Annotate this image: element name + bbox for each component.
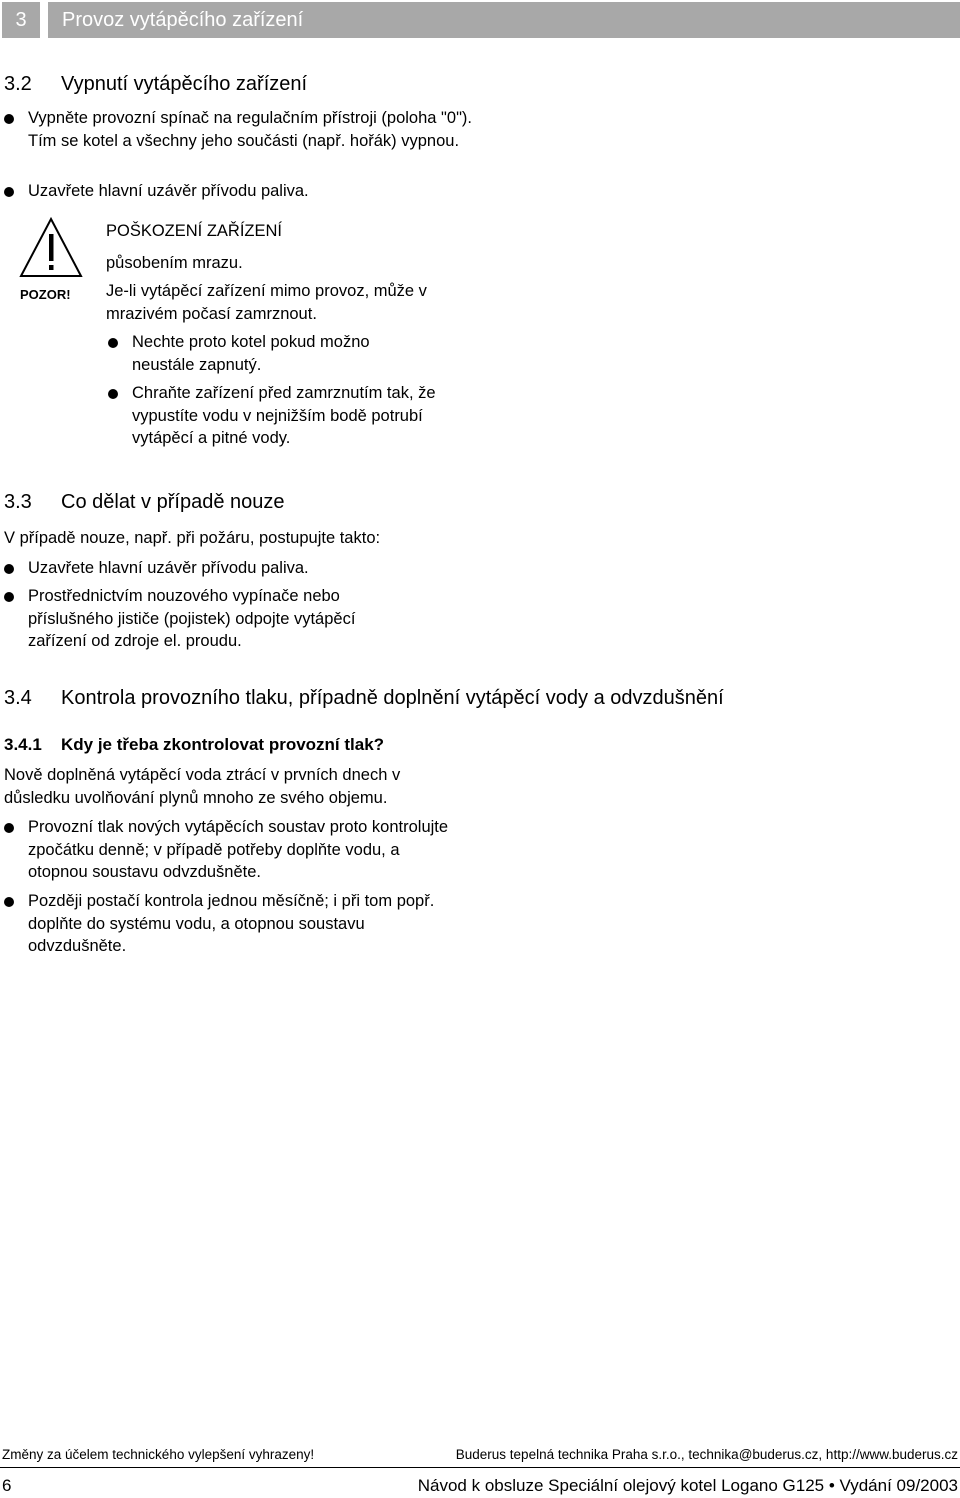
list-item: Provozní tlak nových vytápěcích soustav proto kontrolujte zpočátku denně; v případě potřeby doplňte vodu, a otopnou soustavu odvzdušněte.: [2, 816, 453, 884]
section-3-4-heading: [4, 686, 954, 710]
warning-triangle-icon: [18, 216, 84, 280]
list-item: Vypněte provozní spínač na regulačním přístroji (poloha "0"). Tím se kotel a všechny jeho součásti (např. hořák) vypnou.: [2, 107, 478, 152]
footer-disclaimer: Změny za účelem technického vylepšení vyhrazeny!: [2, 1447, 315, 1462]
subsection-3-4-1-heading: [4, 734, 384, 756]
paragraph: Nově doplněná vytápěcí voda ztrácí v prvních dnech v důsledku uvolňování plynů mnoho ze svého objemu.: [4, 766, 401, 807]
warning-list-item: Nechte proto kotel pokud možno neustále zapnutý.: [106, 331, 432, 376]
section-number: 3.4: [4, 687, 32, 709]
list-item: Uzavřete hlavní uzávěr přívodu paliva.: [2, 557, 478, 580]
section-number: 3.3: [4, 491, 32, 513]
warning-label: POZOR!: [20, 287, 71, 302]
section-number: 3.4.1: [4, 735, 42, 754]
warning-line: působením mrazu.: [106, 254, 243, 272]
section-title: Vypnutí vytápěcího zařízení: [61, 73, 308, 95]
document-title: Návod k obsluze Speciální olejový kotel Logano G125 • Vydání 09/2003: [417, 1476, 958, 1495]
section-title: Kdy je třeba zkontrolovat provozní tlak?: [61, 735, 385, 754]
warning-text: Je-li vytápěcí zařízení mimo provoz, může v mrazivém počasí zamrznout.: [106, 282, 427, 323]
footer-divider: [0, 1467, 960, 1468]
list-item: Později postačí kontrola jednou měsíčně; i při tom popř. doplňte do systému vodu, a otopnou soustavu odvzdušněte.: [2, 890, 458, 958]
list-item: Prostřednictvím nouzového vypínače nebo příslušného jističe (pojistek) odpojte vytápěcí zařízení od zdroje el. proudu.: [2, 585, 418, 653]
page-number: 6: [2, 1476, 12, 1495]
section-3-3-heading: [4, 490, 285, 514]
section-title: Co dělat v případě nouze: [61, 491, 285, 513]
section-number: 3.2: [4, 73, 32, 95]
footer-contact: Buderus tepelná technika Praha s.r.o., technika@buderus.cz, http://www.buderus.cz: [455, 1447, 958, 1462]
section-3-2-heading: [4, 72, 307, 96]
list-item: Uzavřete hlavní uzávěr přívodu paliva.: [2, 180, 478, 203]
warning-list-item: Chraňte zařízení před zamrznutím tak, že vypustíte vodu v nejnižším bodě potrubí vytápěcí a pitné vody.: [106, 382, 462, 450]
section-title: Kontrola provozního tlaku, případně doplnění vytápěcí vody a odvzdušnění: [61, 687, 724, 709]
warning-title: POŠKOZENÍ ZAŘÍZENÍ: [106, 222, 283, 240]
chapter-number: 3: [2, 2, 40, 38]
chapter-title: Provoz vytápěcího zařízení: [48, 2, 960, 38]
paragraph: V případě nouze, např. při požáru, postupujte takto:: [4, 529, 381, 547]
